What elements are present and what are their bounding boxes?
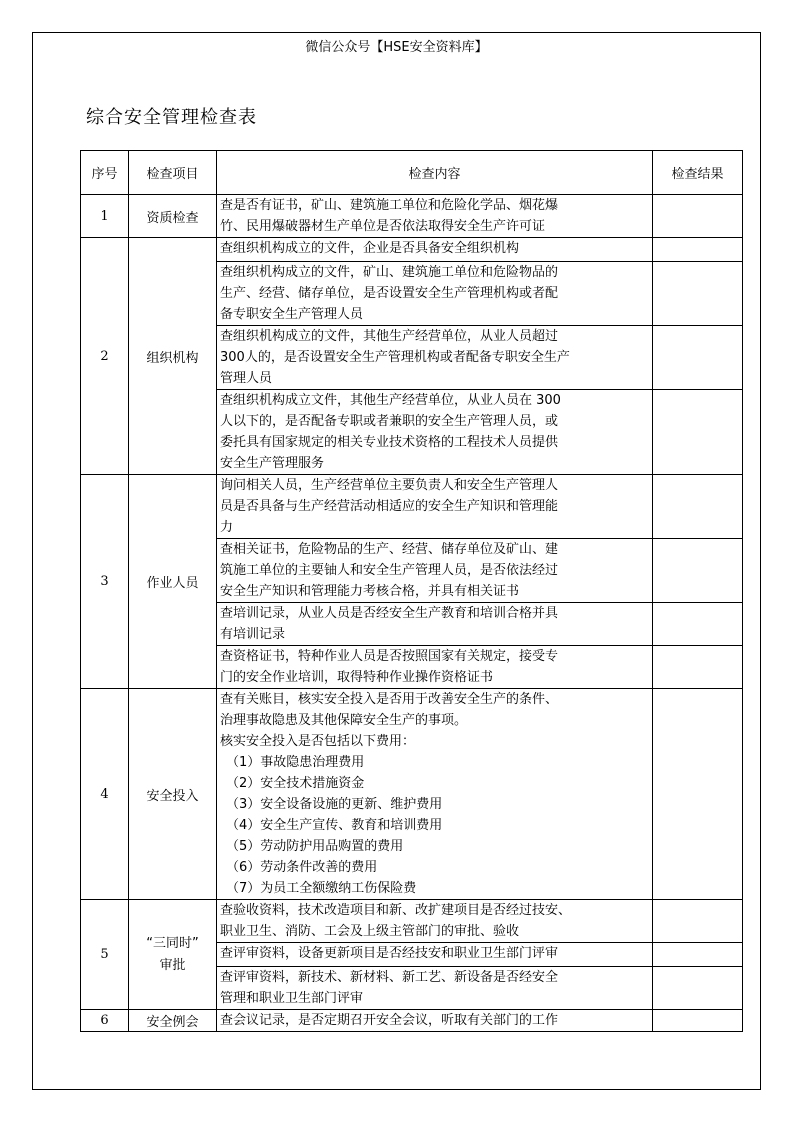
check-content xyxy=(217,326,653,390)
fee-item: （7）为员工全额缴纳工伤保险费 xyxy=(226,881,417,896)
check-item xyxy=(129,900,217,1010)
content-line: 管理人员 xyxy=(220,371,273,386)
table-row xyxy=(81,1010,743,1032)
content-line: 员是否具备与生产经营活动相适应的安全生产知识和管理能 xyxy=(220,499,559,514)
check-item: 资质检查 xyxy=(129,195,217,238)
row-number: 4 xyxy=(81,689,129,900)
content-line: 管理和职业卫生部门评审 xyxy=(220,991,364,1006)
content-line: 人以下的，是否配备专职或者兼职的安全生产管理人员，或 xyxy=(220,414,559,429)
content-line: 安全生产知识和管理能力考核合格，并具有相关证书 xyxy=(220,584,520,599)
content-line: 门的安全作业培训，取得特种作业操作资格证书 xyxy=(220,670,494,685)
fee-item: （1）事故隐患治理费用 xyxy=(226,755,365,770)
table-header-row xyxy=(81,151,743,195)
check-content xyxy=(217,195,653,238)
header-result: 检查结果 xyxy=(653,151,743,195)
check-content xyxy=(217,943,653,967)
table-row xyxy=(81,689,743,900)
content-line: 委托具有国家规定的相关专业技术资格的工程技术人员提供 xyxy=(220,435,559,450)
check-result-cell xyxy=(653,646,743,689)
table-body xyxy=(81,195,743,1032)
row-number: 5 xyxy=(81,900,129,1010)
fee-item: （5）劳动防护用品购置的费用 xyxy=(226,839,404,854)
check-result-cell xyxy=(653,1010,743,1032)
check-content xyxy=(217,900,653,943)
check-item-line: 审批 xyxy=(159,957,186,973)
content-line: 职业卫生、消防、工会及上级主管部门的审批、验收 xyxy=(220,924,520,939)
fee-item: （4）安全生产宣传、教育和培训费用 xyxy=(226,818,443,833)
check-content xyxy=(217,967,653,1010)
content-line: 查资格证书，特种作业人员是否按照国家有关规定，接受专 xyxy=(220,649,559,664)
header-note: 微信公众号【HSE安全资料库】 xyxy=(305,40,488,55)
header-content: 检查内容 xyxy=(217,151,653,195)
check-content xyxy=(217,475,653,539)
check-content xyxy=(217,1010,653,1032)
check-result-cell xyxy=(653,603,743,646)
check-result-cell xyxy=(653,326,743,390)
content-line: 查会议记录，是否定期召开安全会议，听取有关部门的工作 xyxy=(220,1013,559,1028)
header-item: 检查项目 xyxy=(129,151,217,195)
check-content xyxy=(217,238,653,262)
row-number: 2 xyxy=(81,238,129,475)
content-line: 治理事故隐患及其他保障安全生产的事项。 xyxy=(220,713,468,728)
table-row xyxy=(81,238,743,262)
check-content xyxy=(217,390,653,475)
content-line: 查培训记录，从业人员是否经安全生产教育和培训合格并具 xyxy=(220,606,559,621)
check-item: 安全例会 xyxy=(129,1010,217,1032)
content-line: 生产、经营、储存单位，是否设置安全生产管理机构或者配 xyxy=(220,286,559,301)
check-content xyxy=(217,646,653,689)
check-result-cell xyxy=(653,390,743,475)
content-line: 安全生产管理服务 xyxy=(220,456,325,471)
content-line: 查组织机构成立文件，其他生产经营单位，从业人员在 300 xyxy=(220,393,561,408)
fee-item: （6）劳动条件改善的费用 xyxy=(226,860,378,875)
content-line: 竹、民用爆破器材生产单位是否依法取得安全生产许可证 xyxy=(220,219,546,234)
check-content xyxy=(217,603,653,646)
content-line: 查有关账目，核实安全投入是否用于改善安全生产的条件、 xyxy=(220,692,559,707)
content-line: 查评审资料，新技术、新材料、新工艺、新设备是否经安全 xyxy=(220,970,559,985)
header-no: 序号 xyxy=(81,151,129,195)
check-item: 作业人员 xyxy=(129,475,217,689)
content-line: 核实安全投入是否包括以下费用： xyxy=(220,734,416,749)
check-content xyxy=(217,539,653,603)
content-line: 300人的，是否设置安全生产管理机构或者配备专职安全生产 xyxy=(220,350,570,365)
content-line: 力 xyxy=(220,520,234,535)
check-item-line: “三同时” xyxy=(146,935,199,951)
check-content xyxy=(217,689,653,900)
content-line: 查组织机构成立的文件，企业是否具备安全组织机构 xyxy=(220,241,520,256)
content-line: 查组织机构成立的文件，其他生产经营单位，从业人员超过 xyxy=(220,329,559,344)
check-result-cell xyxy=(653,539,743,603)
content-line: 查组织机构成立的文件，矿山、建筑施工单位和危险物品的 xyxy=(220,265,559,280)
row-number: 6 xyxy=(81,1010,129,1032)
content-line: 查验收资料，技术改造项目和新、改扩建项目是否经过技安、 xyxy=(220,903,572,918)
check-item: 安全投入 xyxy=(129,689,217,900)
content-line: 询问相关人员，生产经营单位主要负责人和安全生产管理人 xyxy=(220,478,559,493)
check-result-cell xyxy=(653,689,743,900)
check-result-cell xyxy=(653,967,743,1010)
check-result-cell xyxy=(653,195,743,238)
fee-item: （2）安全技术措施资金 xyxy=(226,776,365,791)
page-title: 综合安全管理检查表 xyxy=(86,107,257,128)
table-row xyxy=(81,475,743,539)
check-result-cell xyxy=(653,475,743,539)
safety-checklist-table xyxy=(80,150,743,1032)
table-row xyxy=(81,900,743,943)
check-result-cell xyxy=(653,900,743,943)
content-line: 查是否有证书，矿山、建筑施工单位和危险化学品、烟花爆 xyxy=(220,198,559,213)
check-content xyxy=(217,262,653,326)
content-line: 备专职安全生产管理人员 xyxy=(220,307,364,322)
content-line: 查相关证书，危险物品的生产、经营、储存单位及矿山、建 xyxy=(220,542,559,557)
check-item: 组织机构 xyxy=(129,238,217,475)
content-line: 筑施工单位的主要铀人和安全生产管理人员，是否依法经过 xyxy=(220,563,559,578)
row-number: 3 xyxy=(81,475,129,689)
content-line: 查评审资料，设备更新项目是否经技安和职业卫生部门评审 xyxy=(220,946,559,961)
row-number: 1 xyxy=(81,195,129,238)
check-result-cell xyxy=(653,238,743,262)
fee-item: （3）安全设备设施的更新、维护费用 xyxy=(226,797,443,812)
check-result-cell xyxy=(653,943,743,967)
content-line: 有培训记录 xyxy=(220,627,286,642)
table-row xyxy=(81,195,743,238)
check-result-cell xyxy=(653,262,743,326)
